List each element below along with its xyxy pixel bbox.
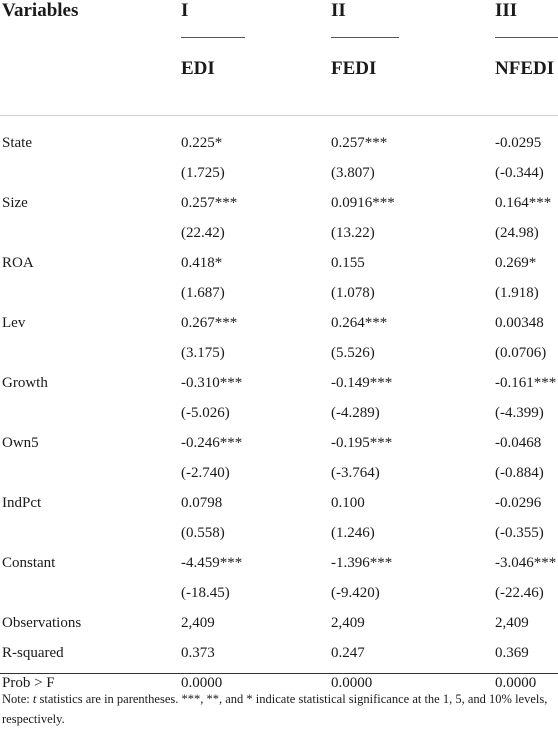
cell-nfedi: -0.0468 (495, 435, 542, 451)
table-bottom-rule (0, 673, 558, 674)
cell-fedi: (13.22) (331, 225, 375, 241)
row-label: Observations (2, 615, 82, 631)
cell-edi: 0.257*** (181, 195, 238, 211)
cell-edi: -4.459*** (181, 555, 243, 571)
row-label: Own5 (2, 435, 39, 451)
table-row (0, 640, 558, 670)
table-row (0, 220, 558, 250)
cell-edi: (3.175) (181, 345, 225, 361)
cell-edi: 2,409 (181, 615, 215, 631)
cell-fedi: (1.246) (331, 525, 375, 541)
table-row (0, 370, 558, 400)
note-prefix: Note: (2, 692, 33, 706)
table-row (0, 190, 558, 220)
cell-edi: 0.0000 (181, 675, 223, 691)
cell-nfedi: (-0.355) (495, 525, 544, 541)
cell-nfedi: -0.0296 (495, 495, 542, 511)
table-row (0, 580, 558, 610)
cell-edi: 0.0798 (181, 495, 223, 511)
table-row (0, 400, 558, 430)
cell-edi: (-5.026) (181, 405, 230, 421)
header-col-2: II (331, 0, 346, 21)
cell-fedi: (5.526) (331, 345, 375, 361)
table-row (0, 550, 558, 580)
cell-fedi: 0.155 (331, 255, 365, 271)
cell-fedi: -1.396*** (331, 555, 393, 571)
cell-nfedi: 2,409 (495, 615, 529, 631)
group-rule (181, 37, 245, 38)
cell-fedi: (-9.420) (331, 585, 380, 601)
cell-fedi: (1.078) (331, 285, 375, 301)
table-row (0, 160, 558, 190)
row-label: R-squared (2, 645, 64, 661)
subheader-fedi: FEDI (331, 58, 377, 79)
group-rule (331, 37, 399, 38)
cell-edi: -0.246*** (181, 435, 243, 451)
cell-fedi: 0.100 (331, 495, 365, 511)
cell-fedi: 0.0000 (331, 675, 373, 691)
subheader-edi: EDI (181, 58, 215, 79)
cell-fedi: 0.257*** (331, 135, 388, 151)
cell-nfedi: (0.0706) (495, 345, 547, 361)
row-label: IndPct (2, 495, 42, 511)
cell-nfedi: 0.269* (495, 255, 537, 271)
cell-nfedi: (-4.399) (495, 405, 544, 421)
cell-edi: 0.267*** (181, 315, 238, 331)
cell-nfedi: 0.0000 (495, 675, 537, 691)
cell-edi: -0.310*** (181, 375, 243, 391)
table-row (0, 490, 558, 520)
header-variables: Variables (2, 0, 79, 21)
cell-nfedi: (-0.344) (495, 165, 544, 181)
cell-nfedi: (24.98) (495, 225, 539, 241)
cell-edi: (-2.740) (181, 465, 230, 481)
cell-nfedi: (-0.884) (495, 465, 544, 481)
cell-edi: 0.418* (181, 255, 223, 271)
table-row (0, 130, 558, 160)
cell-nfedi: 0.369 (495, 645, 529, 661)
row-label: Growth (2, 375, 48, 391)
cell-nfedi: -0.161*** (495, 375, 557, 391)
cell-edi: (22.42) (181, 225, 225, 241)
cell-fedi: (3.807) (331, 165, 375, 181)
cell-edi: (1.687) (181, 285, 225, 301)
table-row (0, 430, 558, 460)
cell-nfedi: (-22.46) (495, 585, 544, 601)
table-row (0, 250, 558, 280)
row-label: Lev (2, 315, 26, 331)
cell-fedi: 2,409 (331, 615, 365, 631)
row-label: Prob > F (2, 675, 55, 691)
cell-nfedi: -0.0295 (495, 135, 542, 151)
header-col-3: III (495, 0, 518, 21)
cell-fedi: 0.247 (331, 645, 365, 661)
cell-fedi: (-3.764) (331, 465, 380, 481)
table-row (0, 340, 558, 370)
cell-fedi: (-4.289) (331, 405, 380, 421)
row-label: ROA (2, 255, 34, 271)
note-italic-t: t (32, 692, 37, 706)
cell-edi: 0.373 (181, 645, 215, 661)
table-row (0, 520, 558, 550)
row-label: Size (2, 195, 28, 211)
cell-edi: (0.558) (181, 525, 225, 541)
cell-fedi: -0.149*** (331, 375, 393, 391)
cell-edi: (-18.45) (181, 585, 230, 601)
table-header-row (0, 0, 558, 30)
subheader-nfedi: NFEDI (495, 58, 555, 79)
cell-nfedi: (1.918) (495, 285, 539, 301)
cell-fedi: -0.195*** (331, 435, 393, 451)
table-row (0, 610, 558, 640)
cell-nfedi: 0.00348 (495, 315, 544, 331)
table-subheader-row (0, 58, 558, 88)
header-separator (0, 115, 558, 116)
cell-nfedi: -3.046*** (495, 555, 557, 571)
cell-fedi: 0.264*** (331, 315, 388, 331)
table-row (0, 310, 558, 340)
table-note (2, 689, 554, 729)
table-row (0, 460, 558, 490)
cell-edi: (1.725) (181, 165, 225, 181)
cell-nfedi: 0.164*** (495, 195, 552, 211)
cell-edi: 0.225* (181, 135, 223, 151)
table-row (0, 280, 558, 310)
group-rule (495, 37, 558, 38)
header-col-1: I (181, 0, 189, 21)
cell-fedi: 0.0916*** (331, 195, 395, 211)
row-label: Constant (2, 555, 56, 571)
row-label: State (2, 135, 32, 151)
note-text: statistics are in parentheses. ***, **, and * indicate statistical significance at the 1, 5, and 10% levels, respectively. (2, 692, 548, 726)
